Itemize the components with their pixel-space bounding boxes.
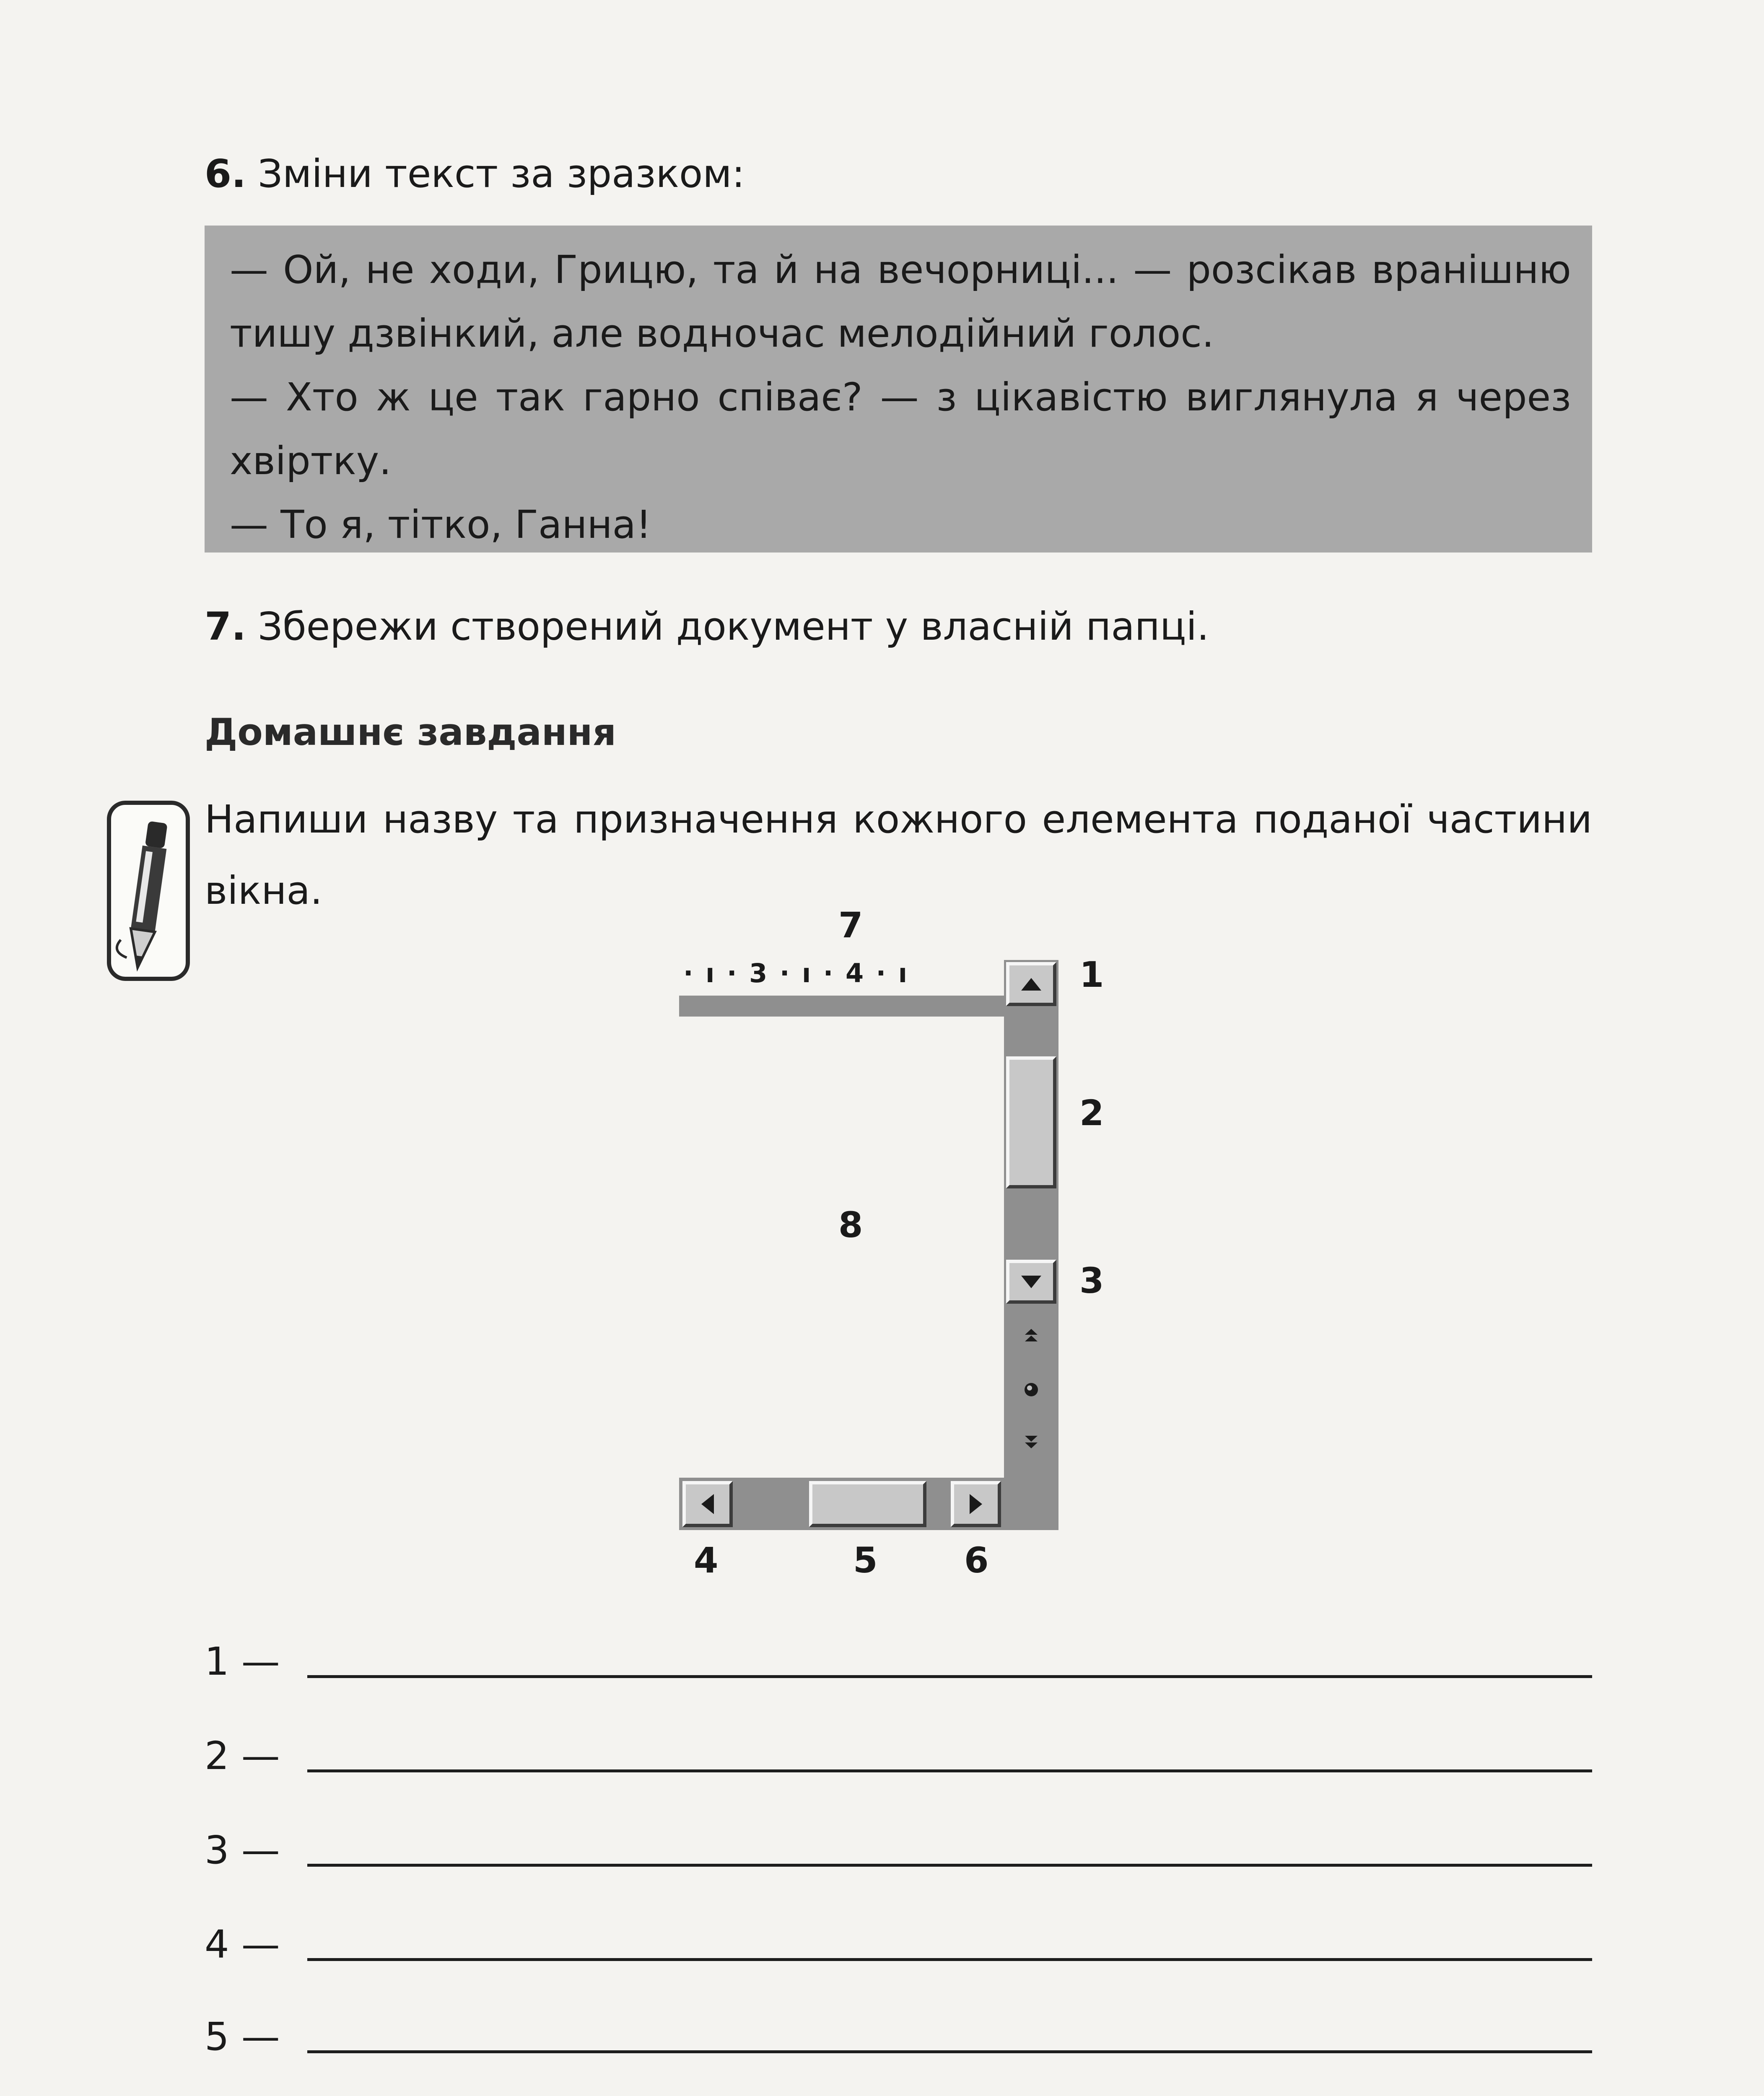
task-6-number: 6. bbox=[205, 151, 246, 196]
sample-line-3: — Хто ж це так гарно співає? — з цікавістю виглянула я через bbox=[230, 375, 1571, 420]
answer-label-2: 2 — bbox=[205, 1733, 280, 1778]
sample-line-2: тишу дзвінкий, але водночас мелодійний голос. bbox=[230, 311, 1214, 356]
homework-line-2: вікна. bbox=[205, 868, 323, 913]
scroll-left-arrow-icon bbox=[701, 1494, 714, 1514]
task-7-text: Збережи створений документ у власній папці. bbox=[257, 604, 1209, 649]
figure-label-2: 2 bbox=[1079, 1092, 1104, 1134]
answer-row-5 bbox=[205, 2012, 1592, 2062]
answer-row-3 bbox=[205, 1826, 1592, 1876]
scroll-left-button[interactable] bbox=[682, 1481, 733, 1527]
answer-label-4: 4 — bbox=[205, 1922, 280, 1967]
figure-label-5: 5 bbox=[853, 1540, 878, 1581]
ruler-bar bbox=[679, 996, 1010, 1017]
homework-line-1: Напиши назву та призначення кожного елемента поданої частини bbox=[205, 797, 1592, 842]
scroll-down-button[interactable] bbox=[1006, 1260, 1056, 1304]
scroll-up-arrow-icon bbox=[1021, 978, 1041, 991]
figure-label-3: 3 bbox=[1079, 1260, 1104, 1301]
select-browse-object-icon bbox=[1021, 1379, 1042, 1400]
answer-line-4[interactable] bbox=[307, 1958, 1592, 1961]
previous-page-icon bbox=[1021, 1325, 1042, 1346]
sample-line-4: хвіртку. bbox=[230, 438, 392, 483]
answer-line-1[interactable] bbox=[307, 1675, 1592, 1678]
next-page-button[interactable] bbox=[1017, 1427, 1046, 1457]
select-browse-object-button[interactable] bbox=[1017, 1375, 1046, 1404]
previous-page-button[interactable] bbox=[1017, 1320, 1046, 1350]
figure-label-7: 7 bbox=[838, 905, 863, 946]
homework-heading: Домашнє завдання bbox=[205, 711, 616, 754]
vertical-scroll-thumb[interactable] bbox=[1006, 1056, 1056, 1188]
next-page-icon bbox=[1021, 1432, 1042, 1453]
answer-row-1 bbox=[205, 1637, 1592, 1687]
scroll-right-button[interactable] bbox=[951, 1481, 1001, 1527]
task-7-number: 7. bbox=[205, 604, 246, 649]
answer-line-3[interactable] bbox=[307, 1864, 1592, 1867]
figure-label-1: 1 bbox=[1079, 954, 1104, 995]
answer-label-1: 1 — bbox=[205, 1639, 280, 1684]
answer-line-5[interactable] bbox=[307, 2050, 1592, 2053]
sample-line-1: — Ой, не ходи, Грицю, та й на вечорниці... — розсікав вранішню bbox=[230, 247, 1571, 292]
answer-label-3: 3 — bbox=[205, 1828, 280, 1873]
horizontal-scroll-thumb[interactable] bbox=[809, 1481, 926, 1527]
figure-label-6: 6 bbox=[964, 1540, 989, 1581]
answer-line-2[interactable] bbox=[307, 1769, 1592, 1772]
scroll-up-button[interactable] bbox=[1006, 962, 1056, 1006]
task-6-text: Зміни текст за зразком: bbox=[257, 151, 745, 196]
scroll-right-arrow-icon bbox=[970, 1494, 982, 1514]
answer-row-4 bbox=[205, 1920, 1592, 1970]
scroll-down-arrow-icon bbox=[1021, 1276, 1041, 1288]
figure-label-4: 4 bbox=[694, 1540, 719, 1581]
figure-label-8: 8 bbox=[838, 1204, 863, 1245]
ruler-text: · ı · 3 · ı · 4 · ı bbox=[683, 958, 909, 988]
sample-line-5: — То я, тітко, Ганна! bbox=[230, 502, 651, 547]
answer-row-2 bbox=[205, 1731, 1592, 1782]
answer-label-5: 5 — bbox=[205, 2014, 280, 2059]
